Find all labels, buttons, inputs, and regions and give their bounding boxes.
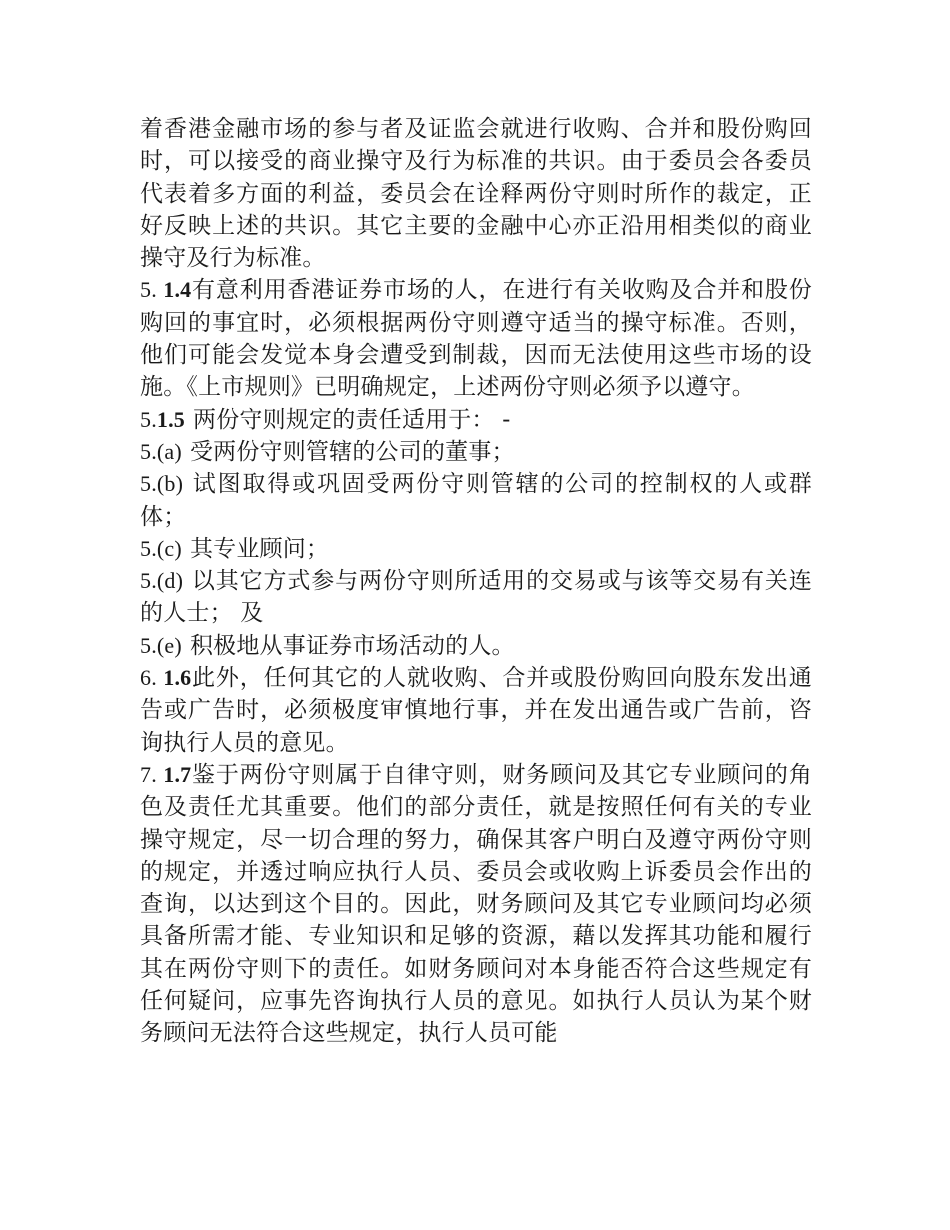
paragraph-1-5 bbox=[140, 404, 812, 436]
item-marker: (c) bbox=[156, 535, 182, 561]
list-number: 7. bbox=[140, 761, 164, 787]
list-item-text: 试图取得或巩固受两份守则管辖的公司的控制权的人或群体； bbox=[140, 471, 812, 530]
section-number: 1.5 bbox=[156, 406, 186, 432]
paragraph-1-4 bbox=[140, 274, 812, 403]
list-number: 5. bbox=[140, 277, 164, 303]
list-number: 5. bbox=[140, 535, 157, 561]
section-number: 1.6 bbox=[163, 665, 192, 691]
list-number: 5. bbox=[140, 471, 157, 497]
paragraph-text: 此外，任何其它的人就收购、合并或股份购回向股东发出通告或广告时，必须极度审慎地行事，并在发出通告或广告前，咨询执行人员的意见。 bbox=[140, 665, 812, 756]
list-item-c bbox=[140, 533, 812, 565]
list-number: 5. bbox=[140, 632, 157, 658]
paragraph-1-7 bbox=[140, 759, 812, 1050]
paragraph-text: 两份守则规定的责任适用于： - bbox=[193, 406, 511, 433]
section-number: 1.4 bbox=[163, 277, 192, 303]
paragraph-intro bbox=[140, 113, 812, 274]
item-marker: (b) bbox=[156, 471, 184, 497]
list-item-a bbox=[140, 436, 812, 468]
list-item-text: 积极地从事证券市场活动的人。 bbox=[189, 632, 515, 659]
section-number: 1.7 bbox=[163, 761, 192, 787]
list-number: 5. bbox=[140, 438, 157, 464]
list-item-text: 其专业顾问； bbox=[189, 535, 330, 562]
list-item-e bbox=[140, 630, 812, 662]
item-marker: (d) bbox=[156, 568, 184, 594]
item-marker: (e) bbox=[156, 632, 182, 658]
list-item-d bbox=[140, 565, 812, 630]
list-number: 6. bbox=[140, 665, 164, 691]
paragraph-1-6 bbox=[140, 662, 812, 759]
list-number: 5. bbox=[140, 568, 157, 594]
paragraph-text: 着香港金融市场的参与者及证监会就进行收购、合并和股份购回时，可以接受的商业操守及行为标准的共识。由于委员会各委员代表着多方面的利益，委员会在诠释两份守则时所作的裁定，正好反映上述的共识。其它主要的金融中心亦正沿用相类似的商业操守及行为标准。 bbox=[140, 116, 812, 272]
document-page bbox=[140, 113, 812, 1050]
paragraph-text: 有意利用香港证券市场的人，在进行有关收购及合并和股份购回的事宜时，必须根据两份守则遵守适当的操守标准。否则，他们可能会发觉本身会遭受到制裁，因而无法使用这些市场的设施。《上市规则》已明确规定，上述两份守则必须予以遵守。 bbox=[140, 277, 812, 401]
list-item-text: 以其它方式参与两份守则所适用的交易或与该等交易有关连的人士； 及 bbox=[140, 568, 812, 627]
item-marker: (a) bbox=[156, 438, 182, 464]
paragraph-text: 鉴于两份守则属于自律守则，财务顾问及其它专业顾问的角色及责任尤其重要。他们的部分责任，就是按照任何有关的专业操守规定，尽一切合理的努力，确保其客户明白及遵守两份守则的规定，并透过响应执行人员、委员会或收购上诉委员会作出的查询，以达到这个目的。因此，财务顾问及其它专业顾问均必须具备所需才能、专业知识和足够的资源，藉以发挥其功能和履行其在两份守则下的责任。如财务顾问对本身能否符合这些规定有任何疑问，应事先咨询执行人员的意见。如执行人员认为某个财务顾问无法符合这些规定，执行人员可能 bbox=[140, 761, 812, 1047]
list-item-text: 受两份守则管辖的公司的董事； bbox=[189, 438, 515, 465]
list-item-b bbox=[140, 468, 812, 533]
list-number: 5. bbox=[140, 406, 157, 432]
